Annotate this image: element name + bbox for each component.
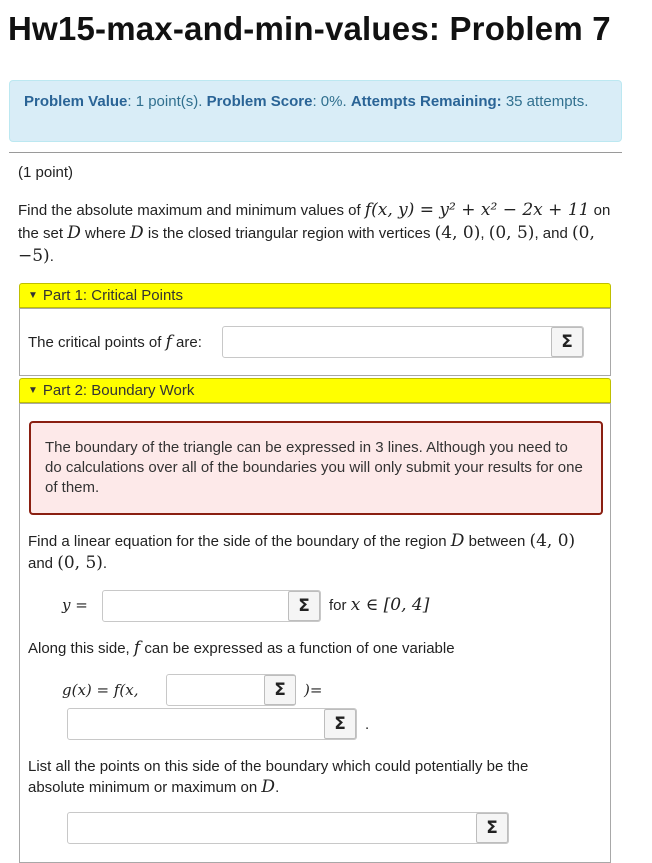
- statement-text-4: is the closed triangular region with vertices: [143, 225, 435, 242]
- part-2-header[interactable]: [19, 378, 611, 403]
- problem-value-label: Problem Value: [24, 93, 128, 110]
- problem-score-text: : 0%.: [312, 93, 347, 110]
- part-1-header[interactable]: [19, 283, 611, 308]
- set-d-2: D: [130, 223, 144, 243]
- problem-info-box: [9, 80, 622, 142]
- boundary-points-input[interactable]: [67, 812, 509, 844]
- list-points-period: .: [275, 779, 280, 796]
- problem-score-label: Problem Score: [206, 93, 313, 110]
- close-paren-equals: )=: [304, 681, 323, 699]
- linear-eq-and: and: [28, 555, 58, 572]
- linear-eq-d: D: [450, 531, 465, 551]
- equation-editor-button-2[interactable]: Σ: [288, 591, 320, 621]
- list-points-prompt: [28, 757, 588, 798]
- linear-eq-period: .: [102, 555, 108, 572]
- list-points-d: D: [261, 777, 276, 797]
- statement-text-1: Find the absolute maximum and minimum values of: [18, 202, 365, 219]
- linear-eq-v2: (0, 5): [57, 553, 103, 573]
- g-expression-input[interactable]: [67, 708, 357, 740]
- linear-eq-prompt: [28, 530, 575, 553]
- comma: ,: [480, 225, 485, 242]
- vertex-3: (0, −5): [18, 223, 595, 266]
- x-range-expression: x ∈ [0, 4]: [350, 595, 430, 615]
- g-of-x-label: g(x) = f(x,: [62, 681, 139, 699]
- along-side-f: f: [133, 638, 141, 658]
- critical-points-label-f: f: [165, 332, 172, 352]
- page-title: Hw15-max-and-min-values: Problem 7: [8, 10, 611, 47]
- equation-editor-button-1[interactable]: Σ: [551, 327, 583, 357]
- collapse-triangle-icon: ▼: [28, 290, 38, 301]
- vertex-1: (4, 0): [434, 223, 481, 243]
- linear-eq-v1: (4, 0): [529, 531, 576, 551]
- function-expression: f(x, y) = y² + x² − 2x + 11: [364, 200, 590, 220]
- collapse-triangle-icon-2: ▼: [28, 385, 38, 396]
- period: .: [49, 248, 54, 265]
- boundary-alert: The boundary of the triangle can be expressed in 3 lines. Although you need to do calculations over all of the boundaries you will only submit your results for one of them.: [29, 421, 603, 515]
- statement-text-2: on the set: [18, 202, 611, 242]
- critical-points-label-b: are:: [171, 334, 202, 351]
- attempts-remaining-label: Attempts Remaining:: [350, 93, 502, 110]
- statement-text-3: where: [80, 225, 131, 242]
- equation-editor-button-3[interactable]: Σ: [264, 675, 296, 705]
- divider: [9, 152, 622, 153]
- x-range-label: [329, 594, 429, 617]
- attempts-remaining-text: 35 attempts.: [505, 93, 589, 110]
- along-side-text: [28, 637, 455, 660]
- and-text: , and: [534, 225, 568, 242]
- set-d: D: [67, 223, 81, 243]
- part-1-title: Part 1: Critical Points: [42, 287, 183, 304]
- linear-eq-text-b: between: [464, 533, 530, 550]
- equation-editor-button-4[interactable]: Σ: [324, 709, 356, 739]
- linear-eq-text-a: Find a linear equation for the side of the boundary of the region: [28, 533, 451, 550]
- linear-eq-prompt-2: [28, 552, 107, 575]
- critical-points-input[interactable]: [222, 326, 584, 358]
- critical-points-label-a: The critical points of: [28, 334, 166, 351]
- along-side-text-b: can be expressed as a function of one variable: [140, 640, 455, 657]
- part-2-title: Part 2: Boundary Work: [42, 382, 195, 399]
- problem-points: (1 point): [18, 164, 74, 181]
- problem-value-text: : 1 point(s).: [127, 93, 203, 110]
- for-text: for: [329, 597, 351, 614]
- along-side-text-a: Along this side,: [28, 640, 134, 657]
- equation-editor-button-5[interactable]: Σ: [476, 813, 508, 843]
- problem-statement: [18, 199, 618, 268]
- vertex-2: (0, 5): [488, 223, 535, 243]
- critical-points-label: [28, 331, 202, 354]
- list-points-text: List all the points on this side of the boundary which could potentially be the absolute minimum or maximum on: [28, 758, 529, 796]
- y-equals-label: y =: [62, 596, 88, 614]
- g-expression-period: .: [365, 716, 370, 733]
